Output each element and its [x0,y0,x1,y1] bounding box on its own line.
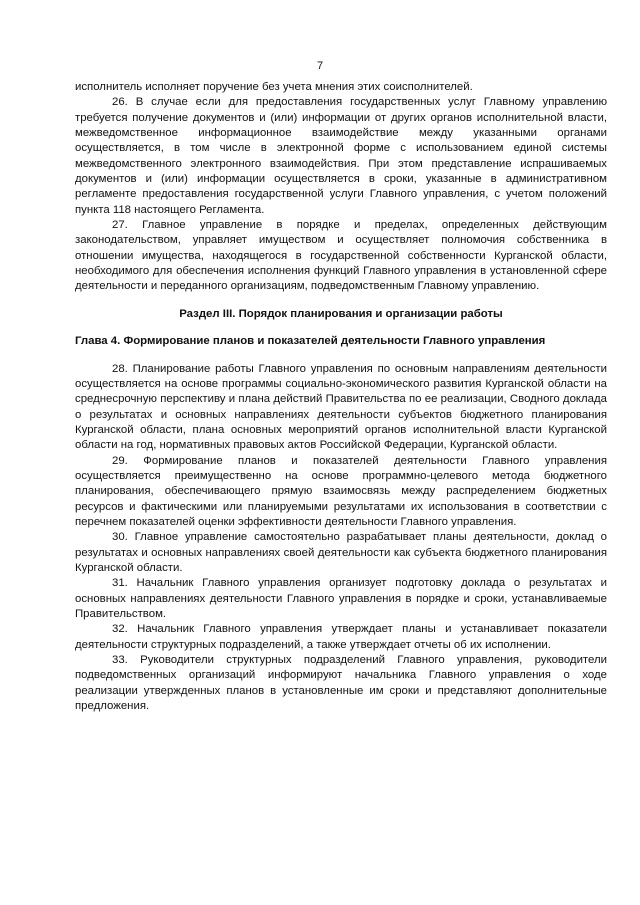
paragraph-30: 30. Главное управление самостоятельно разрабатывает планы деятельности, доклад о результатах и основных направлениях своей деятельности как субъекта бюджетного планирования Курганской области. [75,531,607,574]
chapter-title: Глава 4. Формирование планов и показателей деятельности Главного управления [75,335,546,348]
paragraph-27: 27. Главное управление в порядке и пределах, определенных действующим законодательством, управляет имуществом и осуществляет полномочия собственника в отношении имущества, находящегося в государственной собственности Курганской области, необходимого для обеспечения исполнения функций Главного управления в установленной сфере деятельности и переданного организациям, подведомственным Главному управлению. [75,219,607,293]
paragraph-26: 26. В случае если для предоставления государственных услуг Главному управлению требуется получение документов и (или) информации от других органов исполнительной власти, межведомственное информационное взаимодействие между указанными органами осуществляется, в том числе в электронной форме с использованием единой системы межведомственного электронного взаимодействия. При этом представление испрашиваемых документов и (или) информации осуществляется в сроки, указанные в административном регламенте предоставления государственной услуги Главного управления, с учетом положений пункта 118 настоящего Регламента. [75,96,607,216]
paragraph-31: 31. Начальник Главного управления организует подготовку доклада о результатах и основных направлениях деятельности Главного управления в порядке и сроки, устанавливаемые Правительством. [75,577,607,620]
page-number: 7 [316,60,324,72]
paragraph-33: 33. Руководители структурных подразделений Главного управления, руководители подведомственных организаций информируют начальника Главного управления о ходе реализации утвержденных планов в установленные им сроки и представляют дополнительные предложения. [75,654,607,713]
paragraph-28: 28. Планирование работы Главного управления по основным направлениям деятельности осуществляется на основе программы социально-экономического развития Курганской области на среднесрочную перспективу и плана действий Правительства по ее реализации, Сводного доклада о результатах и основных направлениях деятельности субъектов бюджетного планирования Курганской области, плана основных мероприятий органов исполнительной власти Курганской области на год, нормативных правовых актов Российской Федерации, Курганской области. [75,362,607,452]
document-body [75,80,607,714]
paragraph-intro: исполнитель исполняет поручение без учета мнения этих соисполнителей. [75,81,473,93]
paragraph-32: 32. Начальник Главного управления утверждает планы и устанавливает показатели деятельности структурных подразделений, а также утверждает отчеты об их исполнении. [75,623,607,651]
section-title: Раздел III. Порядок планирования и организации работы [179,307,503,320]
paragraph-29: 29. Формирование планов и показателей деятельности Главного управления осуществляется преимущественно на основе программно-целевого метода бюджетного планирования, обеспечивающего прямую взаимосвязь между распределением бюджетных ресурсов и фактическими или планируемыми результатами их использования в соответствии с перечнем показателей оценки эффективности деятельности Главного управления. [75,454,607,528]
